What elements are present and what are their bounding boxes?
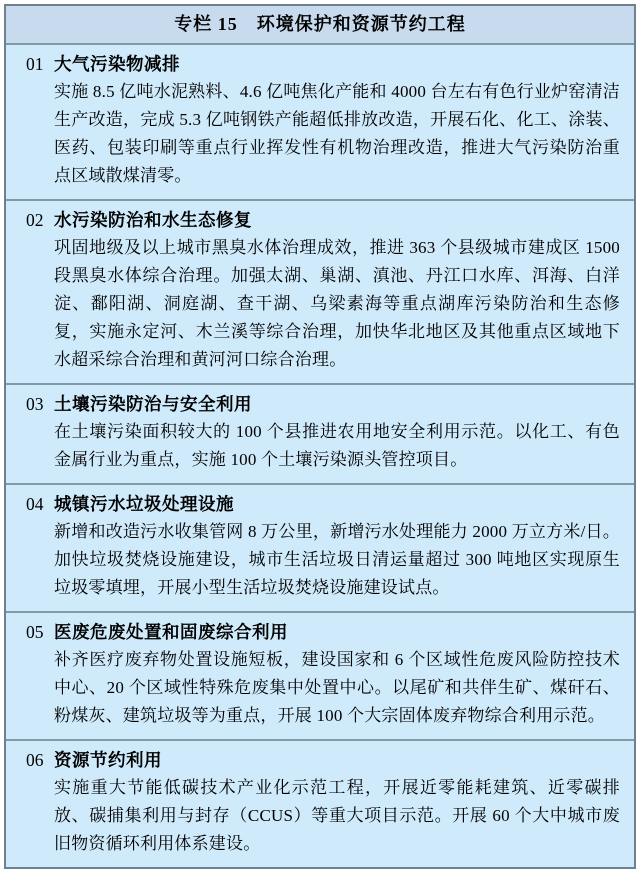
section-title: 水污染防治和水生态修复 bbox=[54, 210, 252, 230]
section-number: 03 bbox=[26, 394, 44, 414]
section-number: 04 bbox=[26, 494, 44, 514]
section-title-row bbox=[26, 206, 620, 234]
section-number: 05 bbox=[26, 622, 44, 642]
section-title: 城镇污水垃圾处理设施 bbox=[54, 494, 234, 514]
section-title: 资源节约利用 bbox=[54, 750, 162, 770]
section-body-text: 巩固地级及以上城市黑臭水体治理成效，推进 363 个县级城市建成区 1500 段黑臭水体综合治理。加强太湖、巢湖、滇池、丹江口水库、洱海、白洋淀、鄱阳湖、洞庭湖、查干湖、乌梁素海等重点湖库污染防治和生态修复，实施永定河、木兰溪等综合治理，加快华北地区及其他重点区域地下水超采综合治理和黄河河口综合治理。 bbox=[54, 238, 620, 369]
section-title: 土壤污染防治与安全利用 bbox=[54, 394, 252, 414]
section-title: 医废危废处置和固废综合利用 bbox=[54, 622, 288, 642]
section-medical-solid-waste bbox=[6, 611, 634, 739]
section-body-text: 实施重大节能低碳技术产业化示范工程，开展近零能耗建筑、近零碳排放、碳捕集利用与封存（CCUS）等重大项目示范。开展 60 个大中城市废旧物资循环利用体系建设。 bbox=[54, 778, 620, 853]
section-water-pollution bbox=[6, 199, 634, 383]
section-sewage-garbage bbox=[6, 483, 634, 611]
section-air-pollution bbox=[6, 45, 634, 199]
section-title: 大气污染物减排 bbox=[54, 54, 180, 74]
section-resource-conservation bbox=[6, 739, 634, 867]
section-number: 01 bbox=[26, 54, 44, 74]
section-body-text: 补齐医疗废弃物处置设施短板，建设国家和 6 个区域性危废风险防控技术中心、20 个区域性特殊危废集中处置中心。以尾矿和共伴生矿、煤矸石、粉煤灰、建筑垃圾等为重点，开展 100 个大宗固体废弃物综合利用示范。 bbox=[54, 650, 620, 725]
section-body-text: 在土壤污染面积较大的 100 个县推进农用地安全利用示范。以化工、有色金属行业为重点，实施 100 个土壤污染源头管控项目。 bbox=[54, 422, 620, 469]
section-number: 06 bbox=[26, 750, 44, 770]
section-title-row bbox=[26, 490, 620, 518]
box-title: 专栏 15 环境保护和资源节约工程 bbox=[6, 6, 634, 45]
section-title-row bbox=[26, 618, 620, 646]
section-title-row bbox=[26, 390, 620, 418]
section-number: 02 bbox=[26, 210, 44, 230]
policy-box bbox=[4, 4, 636, 869]
section-body-text: 实施 8.5 亿吨水泥熟料、4.6 亿吨焦化产能和 4000 台左右有色行业炉窑清洁生产改造，完成 5.3 亿吨钢铁产能超低排放改造，开展石化、化工、涂装、医药、包装印刷等重点行业挥发性有机物治理改造，推进大气污染防治重点区域散煤清零。 bbox=[54, 82, 620, 185]
section-title-row bbox=[26, 746, 620, 774]
section-title-row bbox=[26, 50, 620, 78]
section-soil-pollution bbox=[6, 383, 634, 483]
section-body-text: 新增和改造污水收集管网 8 万公里，新增污水处理能力 2000 万立方米/日。加快垃圾焚烧设施建设，城市生活垃圾日清运量超过 300 吨地区实现原生垃圾零填埋，开展小型生活垃圾焚烧设施建设试点。 bbox=[54, 522, 620, 597]
